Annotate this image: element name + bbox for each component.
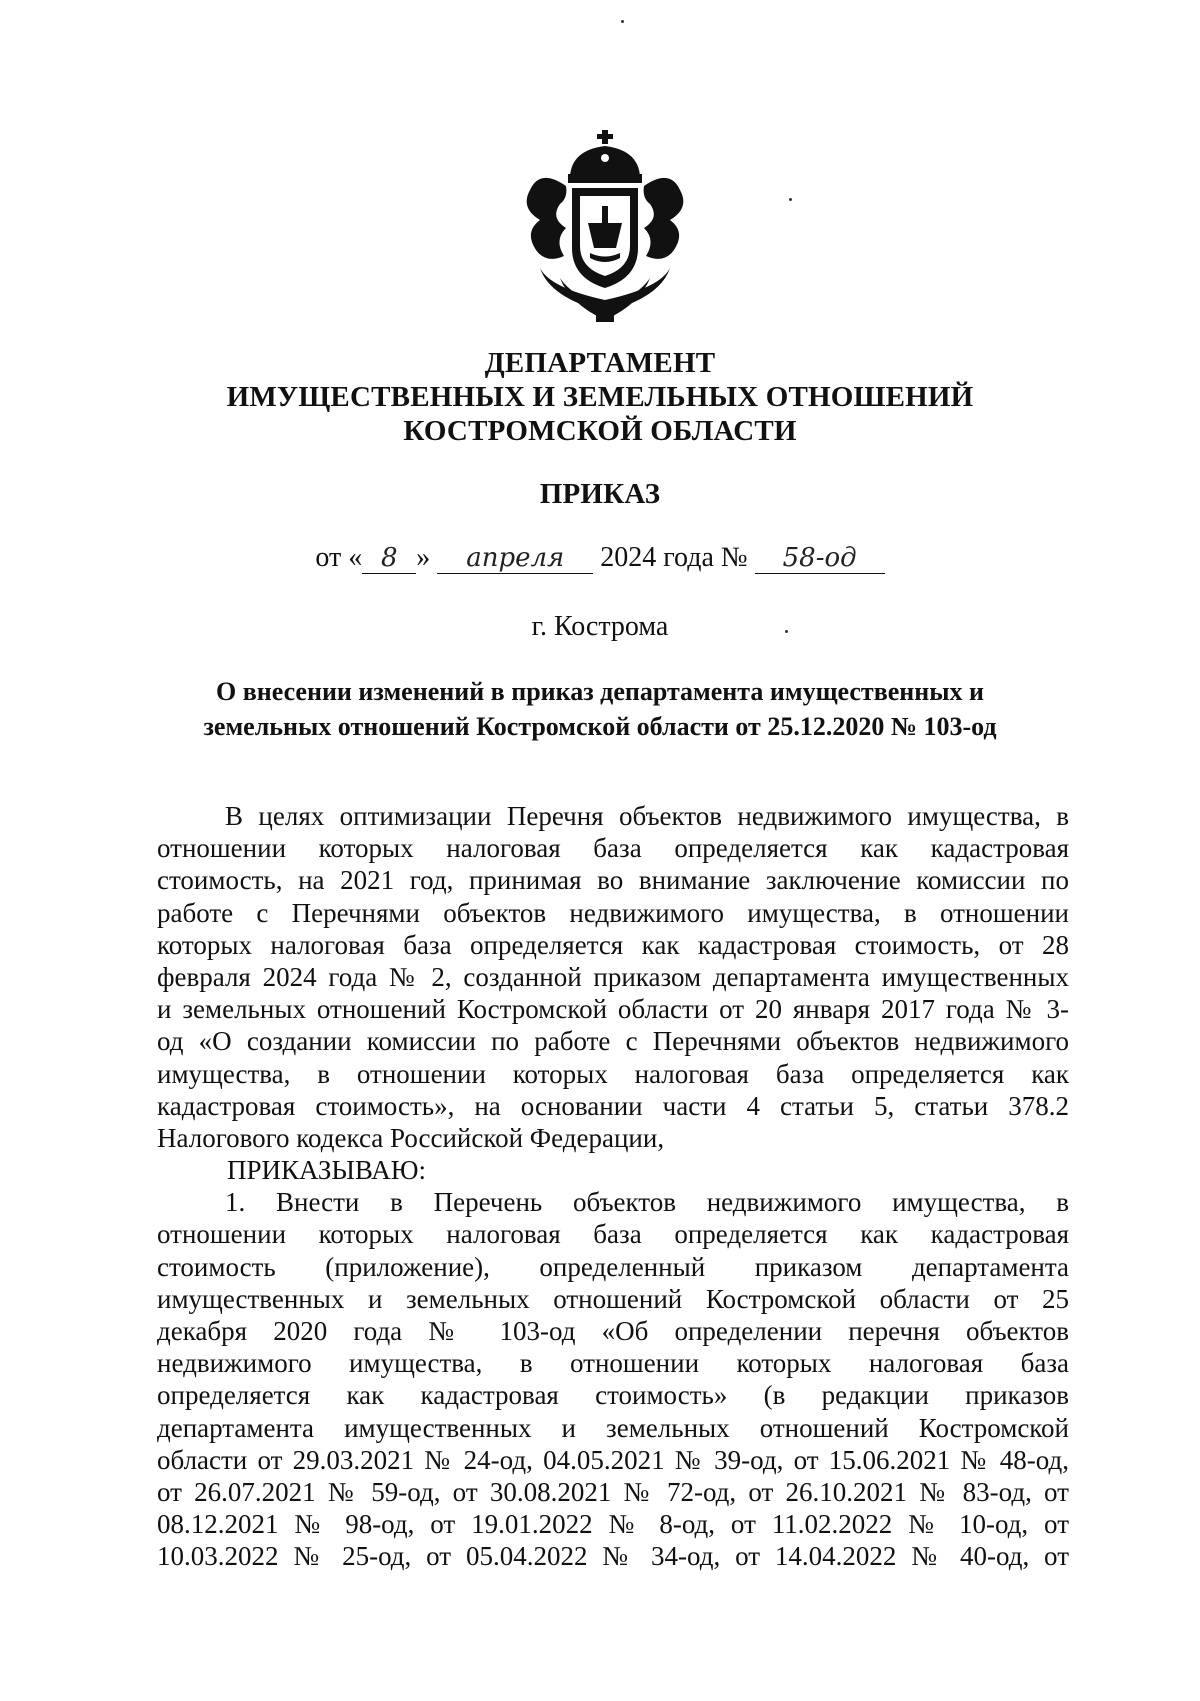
body-line: декабря 2020 года № 103-од «Об определении перечня объектов [157, 1316, 1069, 1346]
body-line: имущественных и земельных отношений Костромской области от 25 [157, 1283, 1069, 1314]
body-line: февраля 2024 года № 2, созданной приказом департамента имущественных [157, 961, 1069, 992]
body-line: отношении которых налоговая база определяется как кадастровая [157, 1219, 1069, 1250]
body-line: определяется как кадастровая стоимость» (в редакции приказов [157, 1380, 1069, 1411]
date-prefix: от « [315, 542, 363, 573]
body-line: од «О создании комиссии по работе с Перечнями объектов недвижимого [157, 1026, 1069, 1057]
subject-line-2: земельных отношений Костромской области от 25.12.2020 № 103-од [203, 712, 997, 741]
body-line: области от 29.03.2021 № 24-од, 04.05.2021 № 39-од, от 15.06.2021 № 48-од, [157, 1444, 1069, 1475]
body-line: отношении которых налоговая база определяется как кадастровая [157, 833, 1069, 864]
department-title-line-1: ДЕПАРТАМЕНТ [484, 347, 716, 379]
handwritten-order-number: 58-од [755, 543, 885, 574]
document-type: ПРИКАЗ [539, 478, 661, 510]
date-year-text: 2024 года № [600, 542, 748, 573]
handwritten-day: 8 [362, 543, 416, 574]
coat-of-arms-emblem [510, 128, 700, 328]
scan-speck [621, 20, 624, 23]
handwritten-month: апреля [437, 543, 593, 574]
body-line: недвижимого имущества, в отношении которых налоговая база [157, 1348, 1069, 1379]
body-line: стоимость, на 2021 год, принимая во внимание заключение комиссии по [157, 865, 1069, 896]
body-line: и земельных отношений Костромской области от 20 января 2017 года № 3- [157, 994, 1069, 1025]
body-line: Налогового кодекса Российской Федерации, [157, 1122, 665, 1153]
scan-speck [785, 630, 788, 633]
body-line: имущества, в отношении которых налоговая база определяется как [157, 1058, 1069, 1089]
body-line: стоимость (приложение), определенный приказом департамента [157, 1251, 1069, 1282]
department-title-line-2: ИМУЩЕСТВЕННЫХ И ЗЕМЕЛЬНЫХ ОТНОШЕНИЙ [226, 381, 974, 413]
body-line: кадастровая стоимость», на основании части 4 статьи 5, статьи 378.2 [157, 1090, 1069, 1121]
scan-speck [789, 198, 792, 201]
body-line: 08.12.2021 № 98-од, от 19.01.2022 № 8-од, от 11.02.2022 № 10-од, от [157, 1509, 1069, 1540]
body-line: департамента имущественных и земельных отношений Костромской [157, 1412, 1069, 1443]
body-line: от 26.07.2021 № 59-од, от 30.08.2021 № 72-од, от 26.10.2021 № 83-од, от [157, 1476, 1069, 1507]
city: г. Кострома [531, 611, 669, 642]
date-close-quote: » [416, 542, 431, 573]
body-line: 10.03.2022 № 25-од, от 05.04.2022 № 34-од, от 14.04.2022 № 40-од, от [157, 1541, 1069, 1572]
body-line: работе с Перечнями объектов недвижимого имущества, в отношении [157, 897, 1069, 928]
body-text [157, 800, 1069, 1573]
subject-line-1: О внесении изменений в приказ департамента имущественных и [215, 677, 985, 706]
department-title-line-3: КОСТРОМСКОЙ ОБЛАСТИ [403, 415, 797, 447]
body-line: которых налоговая база определяется как кадастровая стоимость, от 28 [157, 929, 1069, 960]
body-line: 1. Внести в Перечень объектов недвижимого имущества, в [225, 1187, 1069, 1218]
body-line: В целях оптимизации Перечня объектов недвижимого имущества, в [225, 801, 1069, 831]
date-line [0, 540, 1200, 576]
order-keyword: ПРИКАЗЫВАЮ: [227, 1155, 426, 1186]
